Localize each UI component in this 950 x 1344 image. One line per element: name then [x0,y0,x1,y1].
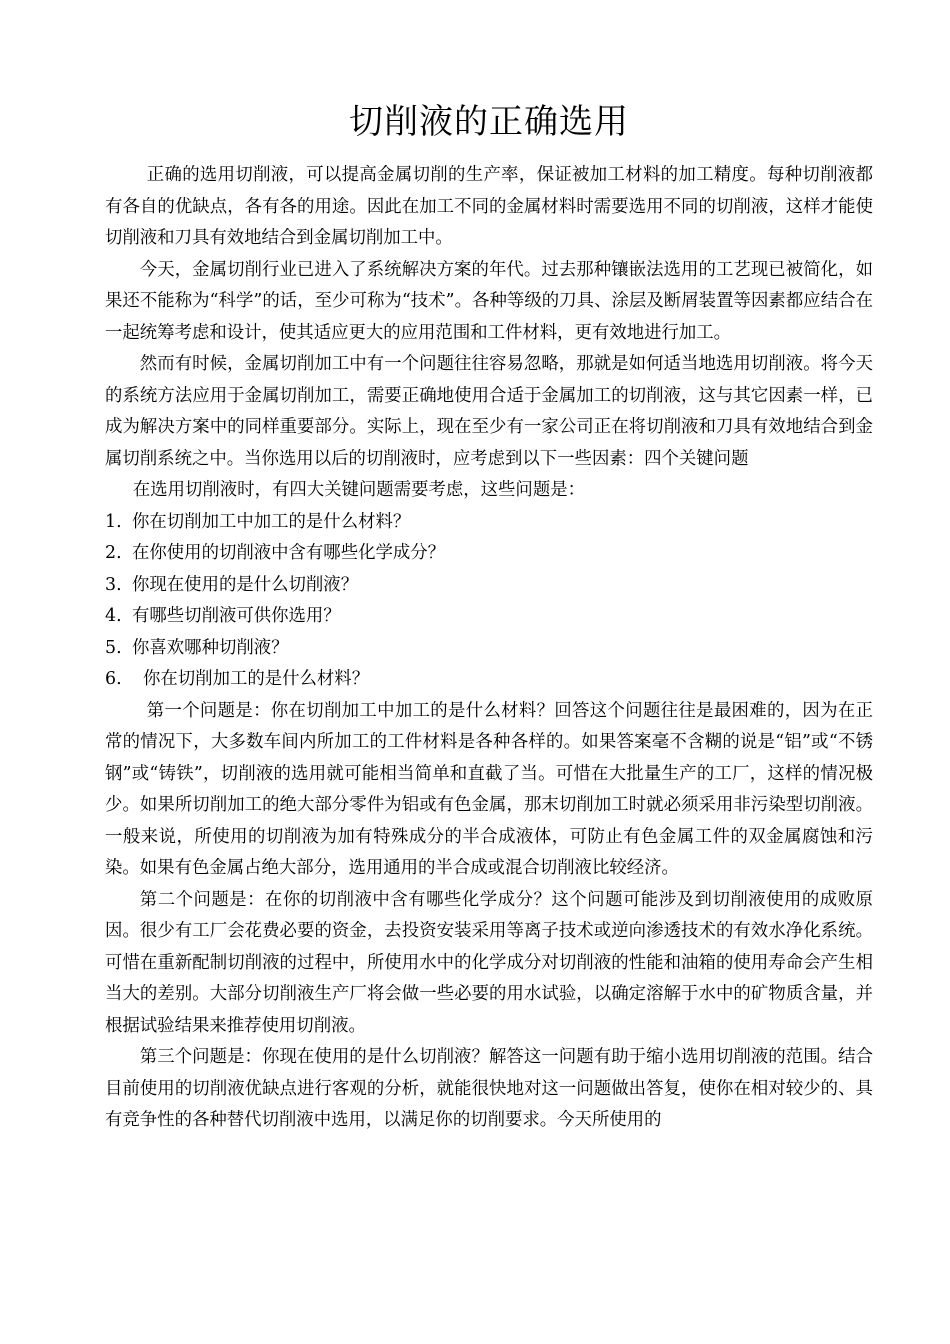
list-item [105,570,873,602]
paragraph-fluid-selection: 然而有时候，金属切削加工中有一个问题往往容易忽略，那就是如何适当地选用切削液。将今天的系统方法应用于金属切削加工，需要正确地使用合适于金属加工的切削液，这与其它因素一样，已成为解决方案中的同样重要部分。实际上，现在至少有一家公司正在将切削液和刀具有效地结合到金属切削系统之中。当你选用以后的切削液时，应考虑到以下一些因素：四个关键问题 [105,354,873,469]
paragraph-intro: 正确的选用切削液，可以提高金属切削的生产率，保证被加工材料的加工精度。每种切削液都有各自的优缺点，各有各的用途。因此在加工不同的金属材料时需要选用不同的切削液，这样才能使切削液和刀具有效地结合到金属切削加工中。 [105,165,873,248]
list-item [105,507,873,539]
paragraph-key-questions-intro: 在选用切削液时，有四大关键问题需要考虑，这些问题是： [132,480,585,500]
list-item [105,601,873,633]
paragraph-question-one: 第一个问题是：你在切削加工中加工的是什么材料？回答这个问题往往是最困难的，因为在正常的情况下，大多数车间内所加工的工件材料是各种各样的。如果答案毫不含糊的说是“铝”或“不锈钢”或“铸铁”，切削液的选用就可能相当简单和直截了当。可惜在大批量生产的工厂，这样的情况极少。如果所切削加工的绝大部分零件为铝或有色金属，那末切削加工时就必须采用非污染型切削液。一般来说，所使用的切削液为加有特殊成分的半合成液体，可防止有色金属工件的双金属腐蚀和污染。如果有色金属占绝大部分，选用通用的半合成或混合切削液比较经济。 [105,700,873,878]
list-item-text: 你现在使用的是什么切削液？ [132,574,359,595]
list-item-text: 你喜欢哪种切削液？ [132,637,289,658]
list-item-text: 你在切削加工中加工的是什么材料？ [132,511,411,532]
list-item [105,664,873,696]
key-questions-list [105,507,873,696]
list-item-number: 2. [105,543,122,563]
paragraph-question-three: 第三个问题是：你现在使用的是什么切削液？解答这一问题有助于缩小选用切削液的范围。结合目前使用的切削液优缺点进行客观的分析，就能很快地对这一问题做出答复，使你在相对较少的、具有竞争性的各种替代切削液中选用，以满足你的切削要求。今天所使用的 [105,1047,873,1130]
paragraph-question-two: 第二个问题是：在你的切削液中含有哪些化学成分？这个问题可能涉及到切削液使用的成败原因。很少有工厂会花费必要的资金，去投资安装采用等离子技术或逆向渗透技术的有效水净化系统。可惜在重新配制切削液的过程中，所使用水中的化学成分对切削液的性能和油箱的使用寿命会产生相当大的差别。大部分切削液生产厂将会做一些必要的用水试验，以确定溶解于水中的矿物质含量，并根据试验结果来推荐使用切削液。 [105,889,873,1036]
list-item [105,538,873,570]
list-item-text: 你在切削加工的是什么材料？ [143,669,370,689]
document-title: 切削液的正确选用 [349,102,629,142]
list-item-number: 4. [105,606,122,626]
list-item-number: 6. [105,669,122,689]
list-item-number: 5. [105,637,122,658]
list-item-text: 有哪些切削液可供你选用？ [132,606,341,626]
document-body [105,92,873,1137]
list-item-number: 1. [105,511,122,532]
list-item [105,633,873,665]
list-item-text: 在你使用的切削液中含有哪些化学成分？ [132,543,446,563]
paragraph-system-solutions: 今天，金属切削行业已进入了系统解决方案的年代。过去那种镶嵌法选用的工艺现已被简化，如果还不能称为“科学”的话，至少可称为“技术”。各种等级的刀具、涂层及断屑装置等因素都应结合在一起统筹考虑和设计，使其适应更大的应用范围和工件材料，更有效地进行加工。 [105,259,873,343]
list-item-number: 3. [105,574,122,595]
